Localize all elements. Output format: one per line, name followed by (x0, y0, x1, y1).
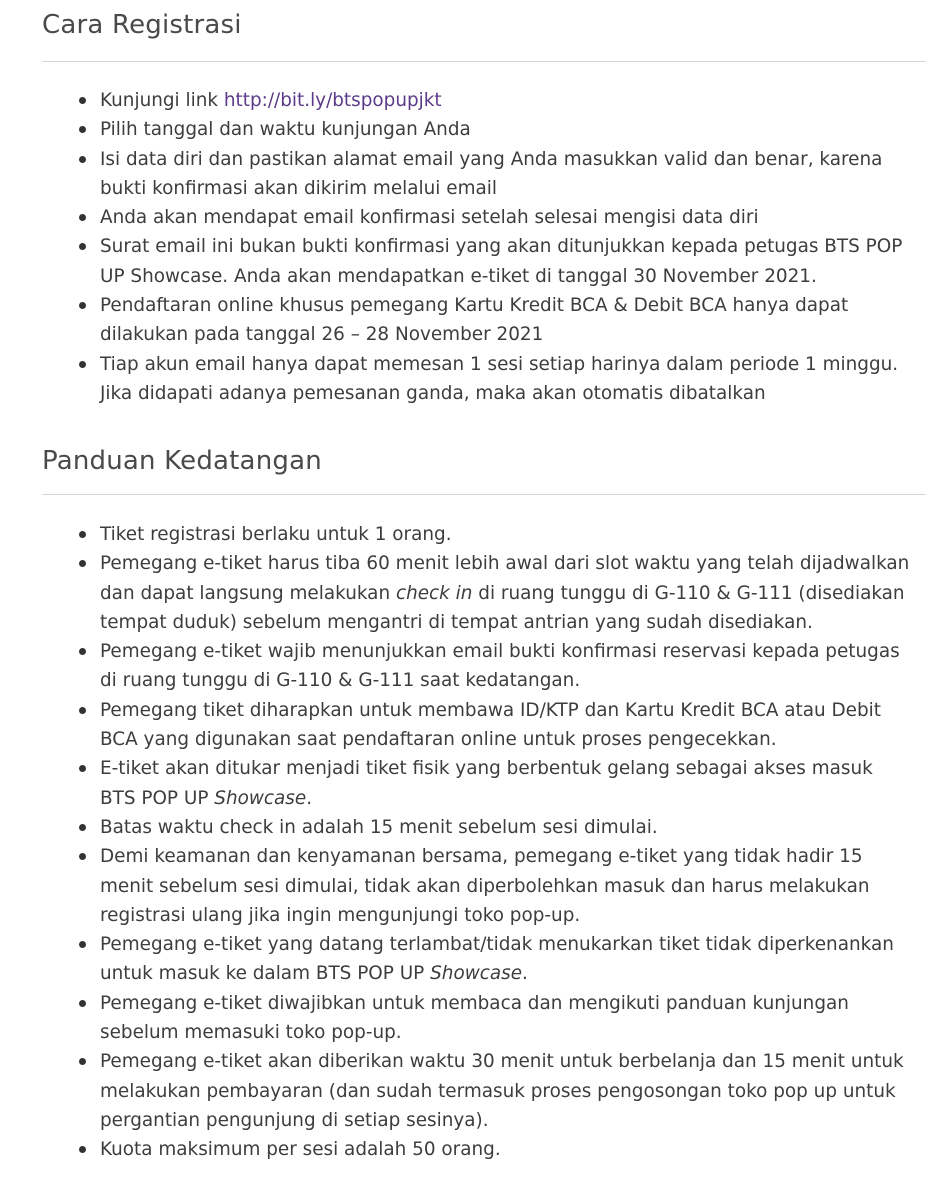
list-item (100, 813, 912, 842)
list-item (100, 232, 912, 291)
list-item (100, 1047, 912, 1135)
list-item-text: Kuota maksimum per sesi adalah 50 orang. (100, 1139, 501, 1161)
list-item-text: Pilih tanggal dan waktu kunjungan Anda (100, 119, 471, 141)
section-divider (42, 494, 926, 495)
list-item-text: di ruang tunggu di G-110 & G-111 (disediakan tempat duduk) sebelum mengantri di tempat antrian yang sudah disediakan. (100, 582, 905, 633)
list-item-emphasis: Showcase (430, 963, 523, 985)
list-item (100, 350, 912, 409)
list-item (100, 1135, 912, 1164)
list-item (100, 989, 912, 1048)
list-item-text: E-tiket akan ditukar menjadi tiket fisik yang berbentuk gelang sebagai akses masuk BTS POP UP (100, 758, 873, 809)
list-item-text: Pemegang e-tiket akan diberikan waktu 30 menit untuk berbelanja dan 15 menit untuk melakukan pembayaran (dan sudah termasuk proses pengosongan toko pop up untuk pergantian pengunjung di setiap sesinya). (100, 1051, 904, 1131)
list-item-text: Surat email ini bukan bukti konfirmasi yang akan ditunjukkan kepada petugas BTS POP UP Showcase. Anda akan mendapatkan e-tiket di tanggal 30 November 2021. (100, 236, 903, 287)
list-item (100, 754, 912, 813)
list-item (100, 291, 912, 350)
list-item (100, 637, 912, 696)
list-item-text: Pemegang e-tiket diwajibkan untuk membaca dan mengikuti panduan kunjungan sebelum memasuki toko pop-up. (100, 992, 849, 1044)
list-item-text: Pemegang e-tiket harus tiba 60 menit lebih awal dari slot waktu yang telah dijadwalkan dan dapat langsung melakukan (100, 553, 910, 604)
list-item (100, 930, 912, 989)
registration-steps-list (100, 86, 912, 408)
list-item-text: Batas waktu check in adalah 15 menit sebelum sesi dimulai. (100, 816, 658, 838)
list-item-text: Kunjungi link (100, 90, 224, 111)
list-item (100, 86, 912, 115)
list-item (100, 145, 912, 204)
list-item-text: Pendaftaran online khusus pemegang Kartu Kredit BCA & Debit BCA hanya dapat dilakukan pada tanggal 26 – 28 November 2021 (100, 295, 849, 346)
list-item (100, 203, 912, 232)
list-item (100, 520, 912, 549)
list-item (100, 115, 912, 144)
list-item-text: Demi keamanan dan kenyamanan bersama, pemegang e-tiket yang tidak hadir 15 menit sebelum sesi dimulai, tidak akan diperbolehkan masuk dan harus melakukan registrasi ulang jika ingin mengunjungi toko pop-up. (100, 846, 870, 926)
section-title-panduan-kedatangan: Panduan Kedatangan (42, 446, 322, 476)
list-item (100, 842, 912, 930)
list-item-emphasis: Showcase (214, 787, 307, 809)
list-item-text: . (522, 963, 528, 985)
section-divider (42, 61, 926, 62)
list-item (100, 549, 912, 637)
arrival-guide-list (100, 520, 912, 1165)
section-title-cara-registrasi: Cara Registrasi (42, 10, 242, 40)
list-item-text: Tiap akun email hanya dapat memesan 1 sesi setiap harinya dalam periode 1 minggu. Jika didapati adanya pemesanan ganda, maka akan otomatis dibatalkan (100, 353, 899, 404)
list-item-text: . (306, 787, 313, 809)
list-item-text: Pemegang e-tiket wajib menunjukkan email bukti konfirmasi reservasi kepada petugas di ruang tunggu di G-110 & G-111 saat kedatangan. (100, 641, 900, 692)
list-item-text: Isi data diri dan pastikan alamat email yang Anda masukkan valid dan benar, karena bukti konfirmasi akan dikirim melalui email (100, 148, 883, 199)
list-item-text: Tiket registrasi berlaku untuk 1 orang. (100, 524, 452, 545)
list-item-text: Anda akan mendapat email konfirmasi setelah selesai mengisi data diri (100, 207, 759, 229)
list-item-text: Pemegang e-tiket yang datang terlambat/tidak menukarkan tiket tidak diperkenankan untuk masuk ke dalam BTS POP UP (100, 934, 894, 985)
list-item-emphasis: check in (395, 582, 473, 604)
list-item (100, 696, 912, 755)
registration-link[interactable]: http://bit.ly/btspopupjkt (223, 90, 442, 111)
list-item-text: Pemegang tiket diharapkan untuk membawa ID/KTP dan Kartu Kredit BCA atau Debit BCA yang digunakan saat pendaftaran online untuk proses pengecekkan. (100, 699, 881, 751)
